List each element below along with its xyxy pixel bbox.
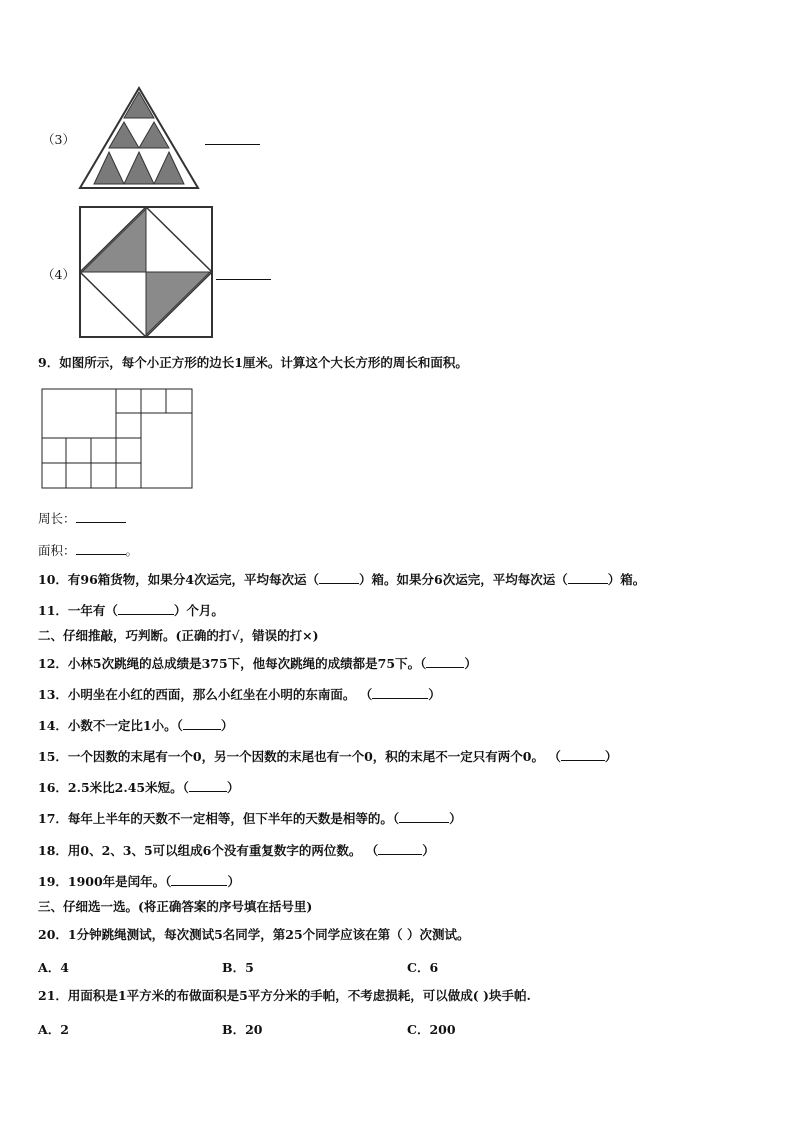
area-suffix: 。 (125, 543, 139, 558)
question-11-part2: ）个月。 (173, 603, 224, 618)
question-20-option-c[interactable]: C．6 (407, 960, 439, 975)
question-18 (38, 843, 435, 859)
question-10-part3: ）箱。 (607, 572, 646, 587)
question-15-text: 15．一个因数的末尾有一个0，另一个因数的末尾也有一个0，积的末尾不一定只有两个0。 （ (38, 749, 561, 764)
area-row (38, 543, 138, 559)
question-15 (38, 749, 617, 765)
question-14-text: 14．小数不一定比1小。（ (38, 718, 183, 733)
question-17-blank[interactable] (399, 811, 449, 823)
question-12 (38, 656, 477, 672)
question-10-part1: 10．有96箱货物，如果分4次运完，平均每次运（ (38, 572, 319, 587)
question-12-close: ） (464, 656, 477, 671)
section-3-title: 三、仔细选一选。(将正确答案的序号填在括号里) (38, 899, 313, 914)
perimeter-answer-blank[interactable] (76, 511, 126, 523)
question-17-text: 17．每年上半年的天数不一定相等，但下半年的天数是相等的。（ (38, 811, 400, 826)
question-16 (38, 780, 239, 796)
question-15-blank[interactable] (561, 749, 605, 761)
figure-3-answer-line[interactable] (205, 132, 260, 145)
question-21-option-c[interactable]: C．200 (407, 1022, 456, 1037)
question-11-part1: 11．一年有（ (38, 603, 118, 618)
question-19-blank[interactable] (171, 874, 227, 886)
question-20-option-a[interactable]: A．4 (38, 960, 69, 975)
question-21-option-b[interactable]: B．20 (222, 1022, 263, 1037)
question-17 (38, 811, 462, 827)
question-21: 21．用面积是1平方米的布做面积是5平方分米的手帕，不考虑损耗，可以做成( )块手帕. (38, 988, 531, 1003)
perimeter-row (38, 511, 126, 527)
area-label: 面积： (38, 543, 76, 558)
question-10-blank-1[interactable] (319, 572, 359, 584)
question-13-close: ） (428, 687, 441, 702)
area-answer-blank[interactable] (76, 543, 126, 555)
question-14 (38, 718, 233, 734)
question-13-text: 13．小明坐在小红的西面，那么小红坐在小明的东南面。 （ (38, 687, 373, 702)
square-diamond-figure (78, 205, 216, 340)
question-20-option-b[interactable]: B．5 (222, 960, 254, 975)
triangle-pattern-figure (78, 86, 200, 190)
question-13 (38, 687, 441, 703)
question-20: 20．1分钟跳绳测试，每次测试5名同学，第25个同学应该在第（ ）次测试。 (38, 927, 470, 942)
question-16-text: 16．2.5米比2.45米短。（ (38, 780, 189, 795)
question-10-part2: ）箱。如果分6次运完，平均每次运（ (359, 572, 568, 587)
question-12-blank[interactable] (426, 656, 464, 668)
question-13-blank[interactable] (372, 687, 428, 699)
question-21-option-a[interactable]: A．2 (38, 1022, 69, 1037)
question-19-close: ） (227, 874, 240, 889)
question-11 (38, 603, 224, 619)
question-15-close: ） (604, 749, 618, 764)
question-14-close: ） (220, 718, 234, 733)
question-11-blank[interactable] (118, 603, 174, 615)
section-2-title: 二、仔细推敲，巧判断。(正确的打√，错误的打×) (38, 628, 319, 643)
figure-4-label: （4） (42, 267, 75, 282)
question-9: 9．如图所示，每个小正方形的边长1厘米。计算这个大长方形的周长和面积。 (38, 355, 468, 370)
question-16-blank[interactable] (189, 780, 227, 792)
question-12-text: 12．小林5次跳绳的总成绩是375下，他每次跳绳的成绩都是75下。（ (38, 656, 427, 671)
question-10-blank-2[interactable] (568, 572, 608, 584)
figure-3-label: （3） (42, 132, 75, 147)
question-17-close: ） (449, 811, 462, 826)
question-16-close: ） (226, 780, 240, 795)
question-18-close: ） (422, 843, 435, 858)
figure-4-answer-line[interactable] (216, 267, 271, 280)
question-14-blank[interactable] (183, 718, 221, 730)
perimeter-label: 周长： (38, 511, 76, 526)
question-10 (38, 572, 645, 588)
rectangle-grid-figure (41, 388, 193, 490)
question-19 (38, 874, 240, 890)
question-19-text: 19．1900年是闰年。（ (38, 874, 172, 889)
question-18-blank[interactable] (378, 843, 422, 855)
question-18-text: 18．用0、2、3、5可以组成6个没有重复数字的两位数。 （ (38, 843, 379, 858)
